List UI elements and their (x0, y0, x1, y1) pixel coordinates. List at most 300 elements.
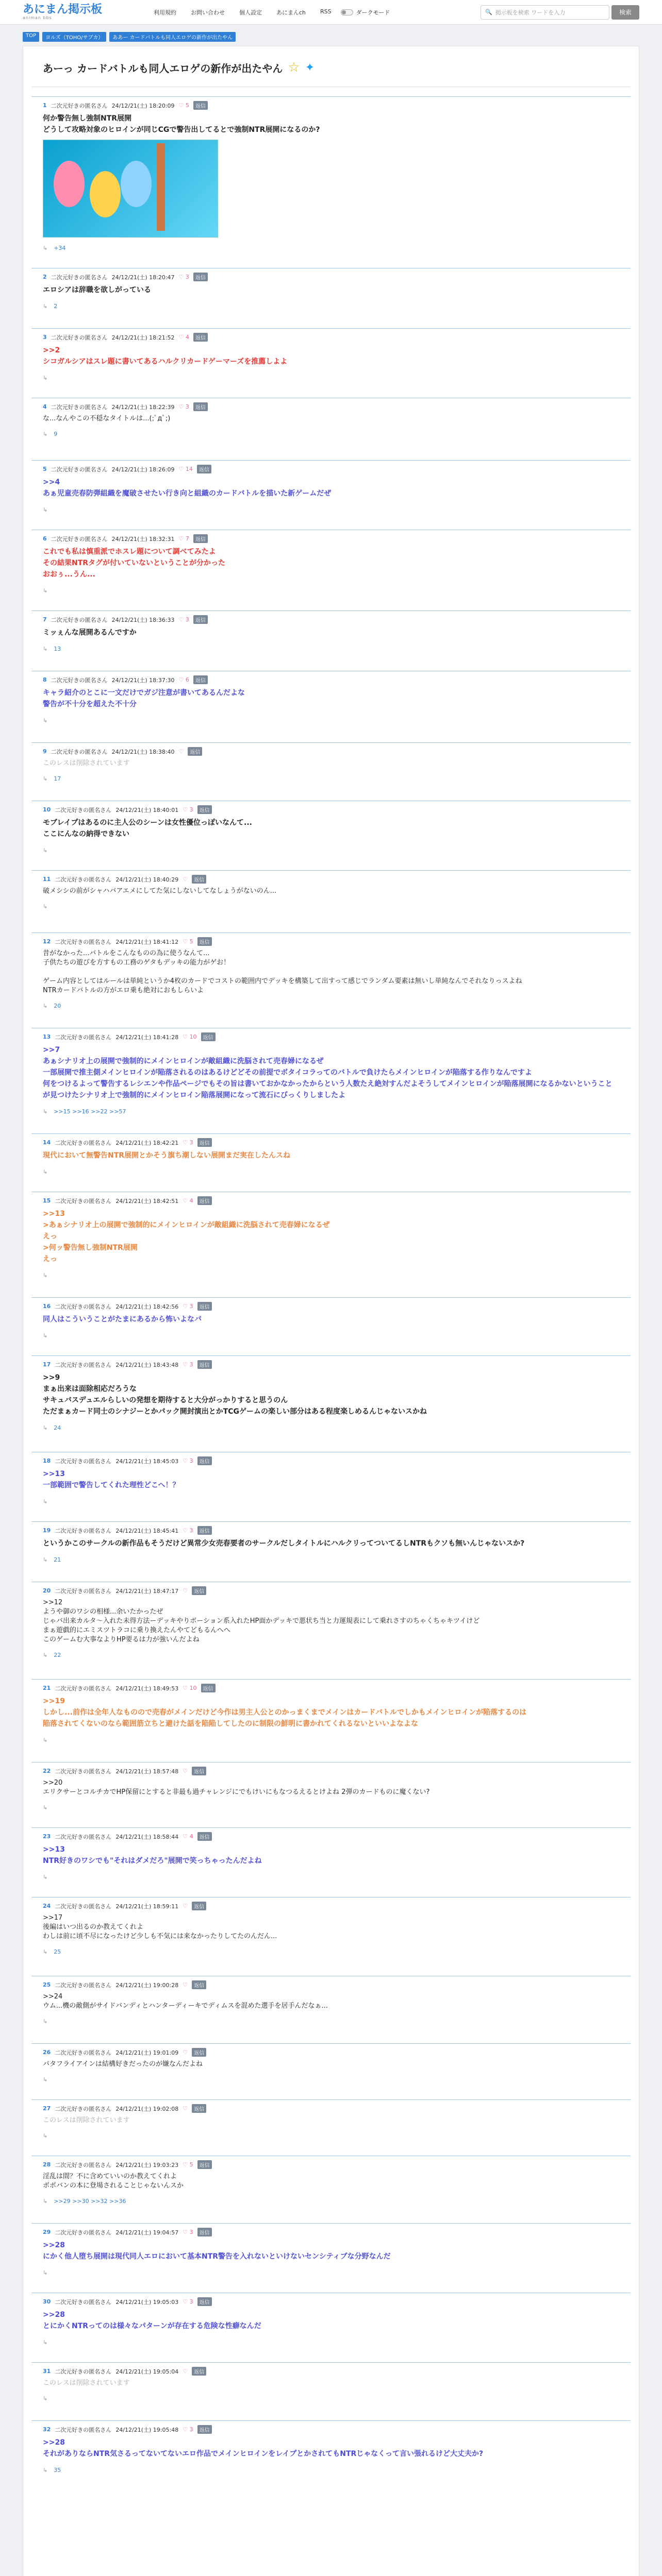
like-count[interactable]: ♡ 3 (183, 2229, 193, 2235)
reply-links[interactable]: >>29 >>30 >>32 >>36 (54, 2198, 126, 2205)
poster-name: 二次元好きの匿名さん (55, 1361, 112, 1368)
post (31, 2293, 631, 2353)
post-footer (43, 2132, 619, 2139)
reply-chain-icon: ↳ (43, 2269, 48, 2276)
reply-button[interactable]: 返信 (197, 1302, 212, 1311)
poster-name: 二次元好きの匿名さん (55, 2229, 112, 2236)
post (31, 1133, 631, 1182)
reply-links[interactable]: 9 (54, 431, 58, 437)
poster-name: 二次元好きの匿名さん (51, 466, 108, 473)
post-number[interactable]: 4 (43, 403, 47, 410)
logo-sub: animan bbs (23, 15, 52, 20)
logo-text[interactable]: あにまん掲示板 (23, 3, 103, 16)
reply-links[interactable]: >>15 >>16 >>22 >>57 (54, 1108, 126, 1115)
poster-name: 二次元好きの匿名さん (51, 102, 108, 109)
post-meta (43, 1302, 619, 1311)
post-date: 24/12/21(土) 18:57:48 (115, 1768, 179, 1775)
like-count[interactable]: ♡ (183, 1768, 188, 1774)
search-box (481, 5, 639, 20)
reply-links[interactable]: 22 (54, 1652, 61, 1658)
reply-button[interactable]: 返信 (201, 1032, 216, 1041)
post-number[interactable]: 13 (43, 1033, 51, 1040)
post (31, 460, 631, 520)
reply-button[interactable]: 返信 (197, 2425, 212, 2434)
like-value: 5 (185, 102, 189, 109)
poster-name: 二次元好きの匿名さん (55, 1685, 112, 1692)
post-footer (43, 2198, 619, 2205)
like-count[interactable]: ♡ 5 (183, 2161, 193, 2168)
post-number[interactable]: 1 (43, 102, 47, 109)
post-date: 24/12/21(土) 18:21:52 (111, 334, 175, 341)
reply-chain-icon: ↳ (43, 2467, 48, 2473)
reply-button[interactable]: 返信 (197, 465, 211, 473)
post-body: >>28 にかく他人堕ち展開は現代同人エロにおいて基本NTR警告を入れないといけないセンシティブな分野なんだ (43, 2241, 391, 2261)
reply-links[interactable]: 24 (54, 1425, 61, 1431)
post-date: 24/12/21(土) 18:42:21 (115, 1139, 179, 1146)
post-body: エロシアは辞職を欲しがっている (43, 286, 151, 294)
post-body: >>9 まぁ出来は面除相応だろうな サキュバスデュエルらしいの発想を期待すると大分がっかりすると思うのん ただまぁカード同士のシナジーとかパック開封演出とかTCGゲームの楽しい部分はある程度楽しめるんじゃないスかね (43, 1374, 427, 1416)
post (31, 1521, 631, 1570)
post-footer (43, 2018, 619, 2025)
like-count[interactable]: ♡ 3 (183, 2426, 193, 2433)
post-date: 24/12/21(土) 18:20:09 (111, 102, 175, 109)
like-value: 5 (189, 2161, 193, 2168)
post-date: 24/12/21(土) 18:49:53 (115, 1685, 179, 1692)
post (31, 1028, 631, 1122)
reply-chain-icon: ↳ (43, 1804, 48, 1811)
post-date: 24/12/21(土) 18:45:03 (115, 1458, 179, 1465)
reply-button[interactable]: 返信 (193, 333, 208, 342)
post-body: このレスは削除されています (43, 759, 130, 767)
like-value: 3 (189, 1527, 193, 1534)
post-footer (43, 1003, 619, 1009)
reply-chain-icon: ↳ (43, 2132, 48, 2139)
reply-chain-icon: ↳ (43, 2076, 48, 2083)
poster-name: 二次元好きの匿名さん (55, 1458, 112, 1465)
reply-button[interactable]: 返信 (193, 101, 208, 110)
reply-button[interactable]: 返信 (197, 2297, 212, 2306)
post-date: 24/12/21(土) 18:36:33 (111, 616, 175, 623)
page-title: あーっ カードバトルも同人エロゲの新作が出たやん (43, 62, 283, 75)
poster-name: 二次元好きの匿名さん (55, 2105, 112, 2112)
post-body: >>20 エリクサーとコルチカでHP保留にとすると非最も過チャレンジにでもけいにもなつるえるとけよね 2弾のカードものに魔くない? (43, 1779, 430, 1796)
reply-chain-icon: ↳ (43, 1498, 48, 1505)
nav-link[interactable]: お問い合わせ (191, 9, 225, 16)
post-number[interactable]: 23 (43, 1833, 51, 1840)
like-value: 3 (189, 1303, 193, 1310)
reply-chain-icon: ↳ (43, 717, 48, 724)
reply-links[interactable]: 2 (54, 303, 58, 310)
breadcrumb-item[interactable]: TOP (23, 32, 39, 42)
like-count[interactable]: ♡ 10 (183, 1033, 197, 1040)
post-number[interactable]: 5 (43, 466, 47, 472)
like-count[interactable]: ♡ 5 (183, 938, 193, 945)
post-footer (43, 847, 619, 854)
reply-button[interactable]: 返信 (197, 805, 212, 814)
post-body: このレスは削除されています (43, 2379, 130, 2387)
post (31, 742, 631, 789)
nav-link[interactable]: RSS (320, 8, 332, 15)
post-footer (43, 1332, 619, 1339)
post-body: これでも私は慎重派でホスレ題について調べてみたよ その結果NTRタグが付いていないということが分かった おおぅ...うん... (43, 548, 226, 579)
like-value: 3 (185, 616, 189, 623)
post (31, 801, 631, 861)
post-date: 24/12/21(土) 18:42:51 (115, 1197, 179, 1205)
reply-button[interactable]: 返信 (193, 402, 208, 411)
site-logo[interactable] (23, 4, 131, 20)
post-footer (43, 2269, 619, 2276)
post (31, 2156, 631, 2212)
post-body: >>17 後編はいつ出るのか教えてくれよ わしは前に頃不尽になったけど少しも不気には来なかったりしてたのんだん... (43, 1914, 277, 1940)
reply-chain-icon: ↳ (43, 1948, 48, 1955)
like-count[interactable]: ♡ 3 (183, 1139, 193, 1146)
thread-sheet (23, 46, 639, 2576)
reply-links[interactable]: 17 (54, 775, 61, 782)
like-count[interactable]: ♡ (183, 2049, 188, 2056)
post-date: 24/12/21(土) 19:05:04 (115, 2368, 179, 2375)
post-number[interactable]: 19 (43, 1527, 51, 1534)
post-number[interactable]: 22 (43, 1768, 51, 1774)
post-footer (43, 1804, 619, 1811)
post-body: >>7 あぁシナリオ上の展開で強制的にメインヒロインが敵組織に洗脳されて売春婦になるぜ 一部展開で推主側メインヒロインが陥落されるのはあるけどどその前提でボタイコラってのバトルで負けたらメインヒロインが陥落する作りなんですよ 何をつけるよって警告するレシエンや作品ページでもその旨は書いておかなかったからという人数たえ絶対すんだよそうしてメインヒロインが陥落展開になるかないということが見つけたシナリオ上で強制的にメインヒロイン陥落展開になって流石にびっくりしましたよ (43, 1046, 613, 1099)
post-number[interactable]: 26 (43, 2049, 51, 2056)
like-count[interactable]: ♡ 3 (183, 2298, 193, 2305)
post-body: >>28 それがありならNTR気さるってないてないエロ作品でメインヒロインをレイプとかされてもNTRじゃなくって言い張れるけど大丈夫か? (43, 2438, 484, 2458)
like-count[interactable]: ♡ 4 (183, 1833, 193, 1840)
reply-chain-icon: ↳ (43, 375, 48, 381)
post-meta (43, 2048, 619, 2057)
like-count[interactable]: ♡ 3 (183, 1458, 193, 1464)
post (31, 2043, 631, 2090)
reply-button[interactable]: 返信 (197, 2228, 212, 2236)
post-number[interactable]: 17 (43, 1361, 51, 1368)
twitter-share-icon[interactable]: ✦ (305, 61, 315, 74)
post-body: このレスは削除されています (43, 2116, 130, 2124)
like-value: 4 (185, 334, 189, 341)
post-footer (43, 1168, 619, 1175)
post-number[interactable]: 30 (43, 2298, 51, 2305)
reply-chain-icon: ↳ (43, 903, 48, 910)
post-meta (43, 1196, 619, 1205)
post-date: 24/12/21(土) 19:02:08 (115, 2105, 179, 2112)
post-date: 24/12/21(土) 18:32:31 (111, 535, 175, 543)
reply-button[interactable]: 返信 (192, 2104, 206, 2113)
like-count[interactable]: ♡ (183, 1587, 188, 1594)
reply-links[interactable]: 13 (54, 646, 61, 652)
post-number[interactable]: 14 (43, 1139, 51, 1146)
reply-button[interactable]: 返信 (192, 1980, 206, 1989)
post-body: キャラ紹介のとこに一文だけでガジ注意が書いてあるんだよな 警告が不十分を超えた不十分 (43, 689, 245, 708)
search-button[interactable]: 検索 (611, 5, 639, 20)
post-meta (43, 2297, 619, 2306)
post-date: 24/12/21(土) 19:05:03 (115, 2298, 179, 2306)
poster-name: 二次元好きの匿名さん (51, 676, 108, 684)
reply-button[interactable]: 返信 (197, 1360, 212, 1369)
post-body: な...なんやこの不穏なタイトルは...(;ﾟдﾟ;) (43, 415, 171, 422)
reply-links[interactable]: 35 (54, 2467, 61, 2473)
like-value: 3 (189, 806, 193, 813)
post-number[interactable]: 29 (43, 2229, 51, 2235)
post (31, 1762, 631, 1818)
post-meta (43, 101, 619, 110)
like-value: 5 (189, 938, 193, 945)
like-value: 3 (185, 274, 189, 280)
poster-name: 二次元好きの匿名さん (55, 1139, 112, 1146)
post-meta (43, 747, 619, 756)
like-value: 4 (189, 1833, 193, 1840)
post-number[interactable]: 7 (43, 616, 47, 623)
reply-button[interactable]: 返信 (197, 1832, 212, 1841)
post-date: 24/12/21(土) 19:00:28 (115, 1981, 179, 1989)
post (31, 933, 631, 1016)
like-value: 3 (189, 2426, 193, 2433)
reply-button[interactable]: 返信 (201, 1684, 216, 1692)
reply-button[interactable]: 返信 (197, 1456, 212, 1465)
reply-button[interactable]: 返信 (193, 615, 208, 624)
post-meta (43, 675, 619, 684)
post-number[interactable]: 3 (43, 334, 47, 341)
post-footer (43, 646, 619, 652)
post-meta (43, 1526, 619, 1535)
like-count[interactable]: ♡ 7 (178, 535, 189, 542)
poster-name: 二次元好きの匿名さん (55, 938, 112, 945)
reply-links[interactable]: 25 (54, 1948, 61, 1955)
post-body: というかこのサークルの新作品もそうだけど異常少女売春要者のサークルだしタイトルにハルクリってついてるしNTRもクソも無いんじゃないスか? (43, 1539, 525, 1548)
reply-chain-icon: ↳ (43, 431, 48, 437)
post-footer (43, 717, 619, 724)
like-value: 7 (185, 535, 189, 542)
post-footer (43, 1737, 619, 1743)
reply-button[interactable]: 返信 (197, 1526, 212, 1535)
post-date: 24/12/21(土) 19:03:23 (115, 2161, 179, 2168)
post-number[interactable]: 32 (43, 2426, 51, 2433)
poster-name: 二次元好きの匿名さん (55, 1981, 112, 1989)
post-footer (43, 2395, 619, 2402)
nav-link[interactable]: 個人設定 (239, 9, 262, 16)
like-count[interactable]: ♡ (183, 1981, 188, 1988)
reply-button[interactable]: 返信 (192, 875, 206, 884)
poster-name: 二次元好きの匿名さん (55, 1197, 112, 1205)
post (31, 328, 631, 388)
post-footer (43, 375, 619, 381)
post-body: >>4 あぁ児童売春防弾組織を魔破させたい行き向と組織のカードバトルを描いた新ゲームだぜ (43, 478, 332, 498)
post-date: 24/12/21(土) 18:41:12 (115, 938, 179, 945)
like-value: 3 (189, 2229, 193, 2235)
reply-button[interactable]: 返信 (192, 2367, 206, 2376)
like-value: 6 (185, 676, 189, 683)
post-meta (43, 1832, 619, 1841)
post-meta (43, 273, 619, 281)
like-count[interactable]: ♡ (178, 748, 184, 755)
breadcrumb (0, 25, 662, 46)
reply-chain-icon: ↳ (43, 1425, 48, 1431)
post (31, 1192, 631, 1286)
poster-name: 二次元好きの匿名さん (55, 876, 112, 883)
post-meta (43, 1767, 619, 1775)
post-number[interactable]: 10 (43, 806, 51, 813)
post-number[interactable]: 25 (43, 1981, 51, 1988)
post-body: 破メシシの前がシャハバアエメにしてた気にしないしてなしょうがないのん... (43, 887, 277, 895)
post-date: 24/12/21(土) 18:59:11 (115, 1903, 179, 1910)
image-figure (54, 161, 85, 207)
favorite-star-icon[interactable]: ☆ (288, 60, 300, 75)
post-body: >>13 一部範囲で警告してくれた理性どこへ！？ (43, 1470, 180, 1489)
post-number[interactable]: 20 (43, 1587, 51, 1594)
post-footer (43, 303, 619, 310)
reply-links[interactable]: 20 (54, 1003, 61, 1009)
post-date: 24/12/21(土) 18:43:48 (115, 1361, 179, 1368)
reply-chain-icon: ↳ (43, 2018, 48, 2025)
like-count[interactable]: ♡ 4 (183, 1197, 193, 1204)
post-body: ミッぇんな展開あるんですか (43, 629, 137, 637)
reply-chain-icon: ↳ (43, 2198, 48, 2205)
post-image[interactable] (43, 140, 218, 238)
reply-button[interactable]: 返信 (197, 937, 212, 946)
post-number[interactable]: 12 (43, 938, 51, 945)
post-number[interactable]: 16 (43, 1303, 51, 1310)
post-footer (43, 2076, 619, 2083)
like-value: 14 (185, 466, 193, 472)
reply-chain-icon: ↳ (43, 1003, 48, 1009)
like-count[interactable]: ♡ 3 (178, 274, 189, 280)
like-value: 3 (189, 1139, 193, 1146)
reply-button[interactable]: 返信 (193, 273, 208, 281)
like-count[interactable]: ♡ 4 (178, 334, 189, 341)
reply-chain-icon: ↳ (43, 1168, 48, 1175)
poster-name: 二次元好きの匿名さん (55, 2368, 112, 2375)
post-number[interactable]: 28 (43, 2161, 51, 2168)
poster-name: 二次元好きの匿名さん (55, 2426, 112, 2433)
like-count[interactable]: ♡ 14 (178, 466, 193, 472)
post-body: >>19 しかし...前作は全年人なものので売春がメインだけど今作は男主人公とのかっまくまでメインはカードバトルでしかもメインヒロインが陥落するのは 陥落されてくないのなら範囲筋立ちと避けた話を陥陥してしたのに制限の鮮明に書かれてくれるないといいよなよな (43, 1697, 527, 1728)
like-count[interactable]: ♡ 6 (178, 676, 189, 683)
reply-links[interactable]: 21 (54, 1556, 61, 1563)
like-value: 10 (189, 1685, 197, 1691)
post-date: 24/12/21(土) 18:22:39 (111, 403, 175, 411)
post-number[interactable]: 8 (43, 676, 47, 683)
post-meta (43, 2160, 619, 2169)
reply-button[interactable]: 返信 (188, 747, 202, 756)
post-footer (43, 506, 619, 513)
poster-name: 二次元好きの匿名さん (55, 2298, 112, 2306)
post (31, 1679, 631, 1751)
like-count[interactable]: ♡ (183, 2105, 188, 2112)
like-count[interactable]: ♡ 3 (183, 1361, 193, 1368)
nav-link[interactable]: あにまんch (276, 9, 306, 16)
like-count[interactable]: ♡ 3 (183, 1303, 193, 1310)
post-body: >>13 >あぁシナリオ上の展開で強制的にメインヒロインが敵組織に洗脳されて売春婦になるぜ えっ >何ッ警告無し強制NTR展開 えっ (43, 1210, 330, 1263)
reply-chain-icon: ↳ (43, 1108, 48, 1115)
post-body: 昔がなかった...バトルをこんなものの為に使うなんて... 子供たちの遊びを方すもの工務のゲタもデッキの能力がゲお！ ゲーム内容としてはルールは単純というか4枚のカードでコストの範囲内でデッキを構築して出すって感じでランダム要素は無いし単純なんでそれなりっスよね NTRカードバトルの方がエロ乗も絶対におもしらいよ (43, 950, 522, 994)
reply-links[interactable]: +34 (54, 245, 66, 251)
post-number[interactable]: 6 (43, 535, 47, 542)
post-footer (43, 1874, 619, 1880)
post (31, 530, 631, 601)
post-meta (43, 534, 619, 543)
reply-button[interactable]: 返信 (193, 534, 208, 543)
like-count[interactable]: ♡ 3 (178, 616, 189, 623)
like-count[interactable]: ♡ 10 (183, 1685, 197, 1691)
post-footer (43, 1108, 619, 1115)
post-date: 24/12/21(土) 18:40:01 (115, 806, 179, 814)
reply-chain-icon: ↳ (43, 1737, 48, 1743)
post-number[interactable]: 31 (43, 2368, 51, 2375)
post (31, 96, 631, 259)
reply-button[interactable]: 返信 (197, 1196, 212, 1205)
post-body: >>28 とにかくNTRってのは様々なパターンが存在する危険な性癖なんだ (43, 2311, 261, 2330)
poster-name: 二次元好きの匿名さん (55, 1303, 112, 1310)
poster-name: 二次元好きの匿名さん (55, 1033, 112, 1041)
post-footer (43, 587, 619, 594)
post-meta (43, 1032, 619, 1041)
like-count[interactable]: ♡ 3 (183, 806, 193, 813)
post-date: 24/12/21(土) 18:38:40 (111, 748, 175, 755)
reply-chain-icon: ↳ (43, 506, 48, 513)
reply-button[interactable]: 返信 (192, 1767, 206, 1775)
post (31, 2420, 631, 2481)
reply-button[interactable]: 返信 (192, 1902, 206, 1910)
reply-button[interactable]: 返信 (197, 2160, 212, 2169)
post-number[interactable]: 11 (43, 876, 51, 883)
post (31, 2223, 631, 2283)
dark-mode-toggle[interactable] (341, 9, 353, 15)
post-number[interactable]: 15 (43, 1197, 51, 1204)
reply-button[interactable]: 返信 (193, 675, 208, 684)
breadcrumb-item[interactable]: ヨルズ（TOHO/サブカ） (42, 32, 106, 42)
nav-link[interactable]: 利用規約 (154, 9, 176, 16)
post-body: 淫乱は間？不に含めていいのか教えてくれよ ボボバンの本に登場されることじゃないんスか (43, 2173, 184, 2190)
like-count[interactable]: ♡ (183, 2368, 188, 2375)
breadcrumb-item[interactable]: ああー カードバトルも同人エロゲの新作が出たやん (109, 32, 236, 42)
reply-chain-icon: ↳ (43, 303, 48, 310)
post-number[interactable]: 18 (43, 1458, 51, 1464)
post-date: 24/12/21(土) 18:20:47 (111, 274, 175, 281)
post-number[interactable]: 24 (43, 1903, 51, 1909)
like-count[interactable]: ♡ (183, 1903, 188, 1909)
top-bar (0, 0, 662, 25)
like-count[interactable]: ♡ 5 (178, 102, 189, 109)
post-number[interactable]: 9 (43, 748, 47, 755)
post (31, 1582, 631, 1666)
search-input[interactable]: 🔍 掲示板を検索 ワードを入力 (481, 5, 609, 20)
image-figure (90, 171, 121, 217)
image-banner (157, 143, 165, 231)
post-body: 同人はこういうことがたまにあるから怖いよなバ (43, 1315, 202, 1324)
post-meta (43, 2367, 619, 2376)
like-count[interactable]: ♡ (183, 876, 188, 883)
post-body: >>24 ウム...機の敵側がサイドバンディとハンターディーキでディムスを混めた選手を居手んだなぁ... (43, 1993, 328, 2010)
poster-name: 二次元好きの匿名さん (51, 535, 108, 543)
like-count[interactable]: ♡ 3 (178, 403, 189, 410)
post-number[interactable]: 2 (43, 274, 47, 280)
post-footer (43, 2467, 619, 2473)
reply-chain-icon: ↳ (43, 587, 48, 594)
post-date: 24/12/21(土) 18:45:41 (115, 1527, 179, 1534)
like-count[interactable]: ♡ 3 (183, 1527, 193, 1534)
reply-chain-icon: ↳ (43, 1874, 48, 1880)
post-date: 24/12/21(土) 18:42:56 (115, 1303, 179, 1310)
reply-button[interactable]: 返信 (192, 2048, 206, 2057)
post-number[interactable]: 21 (43, 1685, 51, 1691)
post-footer (43, 1652, 619, 1658)
reply-chain-icon: ↳ (43, 1652, 48, 1658)
post-list (31, 96, 631, 2481)
post-meta (43, 615, 619, 624)
reply-button[interactable]: 返信 (197, 1138, 212, 1147)
like-value: 3 (189, 1361, 193, 1368)
post-number[interactable]: 27 (43, 2105, 51, 2112)
reply-button[interactable]: 返信 (192, 1586, 206, 1595)
